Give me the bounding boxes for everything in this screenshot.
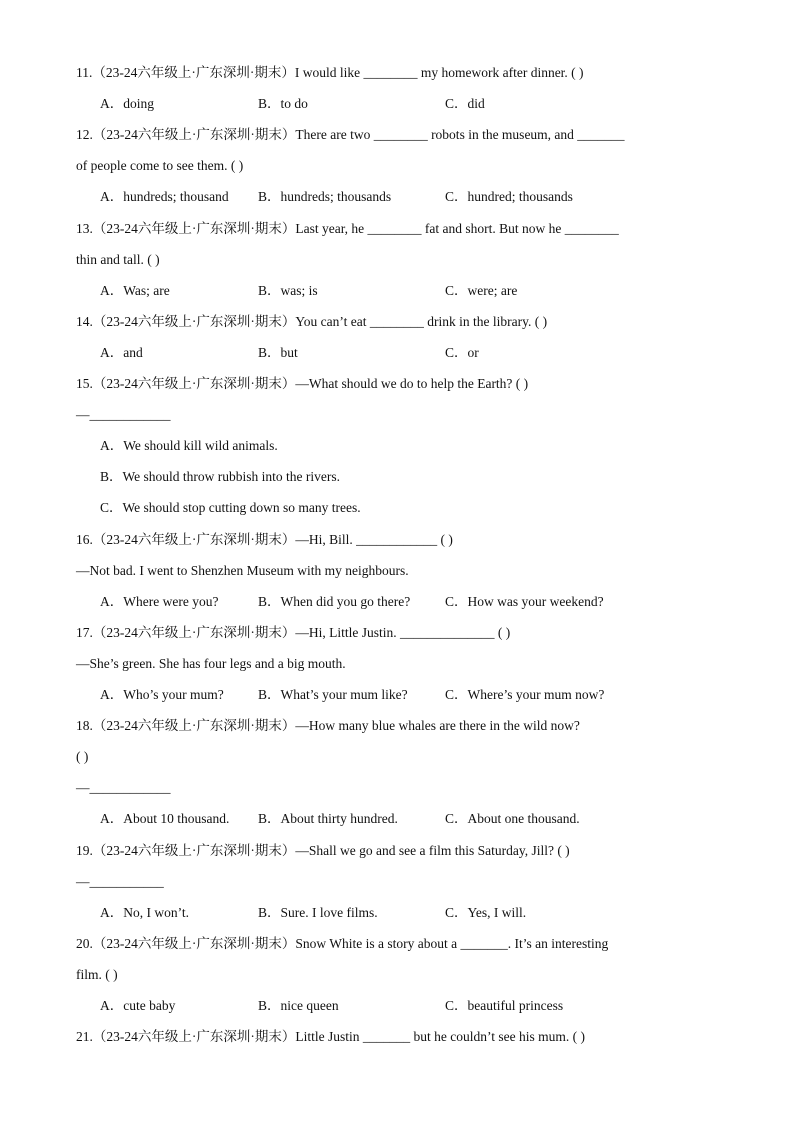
answer-options: [100, 94, 720, 114]
question-line: —Not bad. I went to Shenzhen Museum with my neighbours.: [76, 562, 409, 578]
answer-option: A．No, I won’t.: [100, 904, 189, 920]
question-stem: 15.（23-24六年级上·广东深圳·期末）—What should we do to help the Earth? ( ): [76, 376, 529, 391]
question-stem: 16.（23-24六年级上·广东深圳·期末）—Hi, Bill. ____________ ( ): [76, 531, 453, 547]
question-line: of people come to see them. ( ): [76, 158, 244, 174]
question-stem: 17.（23-24六年级上·广东深圳·期末）—Hi, Little Justin. ______________ ( ): [76, 624, 511, 640]
answer-option: B．Sure. I love films.: [258, 904, 378, 920]
answer-option: B．What’s your mum like?: [258, 687, 408, 702]
answer-option: A．cute baby: [100, 998, 176, 1013]
answer-option: A．About 10 thousand.: [100, 811, 230, 827]
answer-option: B．nice queen: [258, 998, 339, 1013]
answer-option: A．Who’s your mum?: [100, 687, 224, 702]
question-stem: 13.（23-24六年级上·广东深圳·期末）Last year, he ________ fat and short. But now he ________: [76, 220, 619, 236]
answer-option: A．We should kill wild animals.: [100, 438, 278, 454]
question-stem: 20.（23-24六年级上·广东深圳·期末）Snow White is a story about a _______. It’s an interesting: [76, 935, 609, 951]
answer-option: B．to do: [258, 96, 308, 112]
answer-option: C．How was your weekend?: [445, 593, 604, 609]
answer-option: B．When did you go there?: [258, 593, 411, 609]
question-line: —She’s green. She has four legs and a big mouth.: [76, 655, 346, 671]
answer-options: [100, 343, 720, 363]
question-stem: 11.（23-24六年级上·广东深圳·期末）I would like ________ my homework after dinner. ( ): [76, 65, 584, 80]
answer-option: A．and: [100, 344, 143, 360]
answer-options: [100, 685, 720, 705]
answer-options: [100, 187, 720, 207]
answer-option: A．Where were you?: [100, 593, 219, 609]
question-line: film. ( ): [76, 966, 118, 982]
question-stem: 19.（23-24六年级上·广东深圳·期末）—Shall we go and see a film this Saturday, Jill? ( ): [76, 842, 570, 858]
answer-option: C．or: [445, 344, 479, 360]
answer-option: C．were; are: [445, 282, 518, 298]
answer-options: [100, 592, 720, 612]
answer-option: B．We should throw rubbish into the rivers.: [100, 469, 341, 485]
question-stem: 14.（23-24六年级上·广东深圳·期末）You can’t eat ________ drink in the library. ( ): [76, 313, 548, 329]
question-line: —____________: [76, 407, 171, 423]
answer-options: [100, 996, 720, 1016]
answer-option: B．was; is: [258, 282, 318, 298]
answer-option: C．did: [445, 96, 485, 112]
answer-option: B．About thirty hundred.: [258, 811, 398, 827]
answer-option: B．hundreds; thousands: [258, 189, 392, 205]
answer-option: C．About one thousand.: [445, 811, 580, 827]
question-stem: 18.（23-24六年级上·广东深圳·期末）—How many blue whales are there in the wild now?: [76, 718, 580, 734]
question-stem: 12.（23-24六年级上·广东深圳·期末）There are two ________ robots in the museum, and _______: [76, 127, 625, 143]
answer-options: [100, 809, 720, 829]
answer-option: C．Where’s your mum now?: [445, 687, 605, 702]
answer-option: C．We should stop cutting down so many trees.: [100, 500, 361, 516]
answer-option: A．doing: [100, 96, 154, 112]
answer-option: A．hundreds; thousand: [100, 189, 229, 205]
question-line: —___________: [76, 873, 164, 889]
answer-options: [100, 903, 720, 923]
answer-option: B．but: [258, 344, 298, 360]
answer-option: C．hundred; thousands: [445, 189, 573, 205]
answer-option: A．Was; are: [100, 282, 170, 298]
question-stem: 21.（23-24六年级上·广东深圳·期末）Little Justin _______ but he couldn’t see his mum. ( ): [76, 1029, 585, 1045]
answer-option: C．beautiful princess: [445, 998, 564, 1013]
question-line: —____________: [76, 780, 171, 796]
answer-option: C．Yes, I will.: [445, 904, 527, 920]
question-line: thin and tall. ( ): [76, 251, 160, 267]
question-line: ( ): [76, 749, 89, 765]
answer-options: [100, 281, 720, 301]
